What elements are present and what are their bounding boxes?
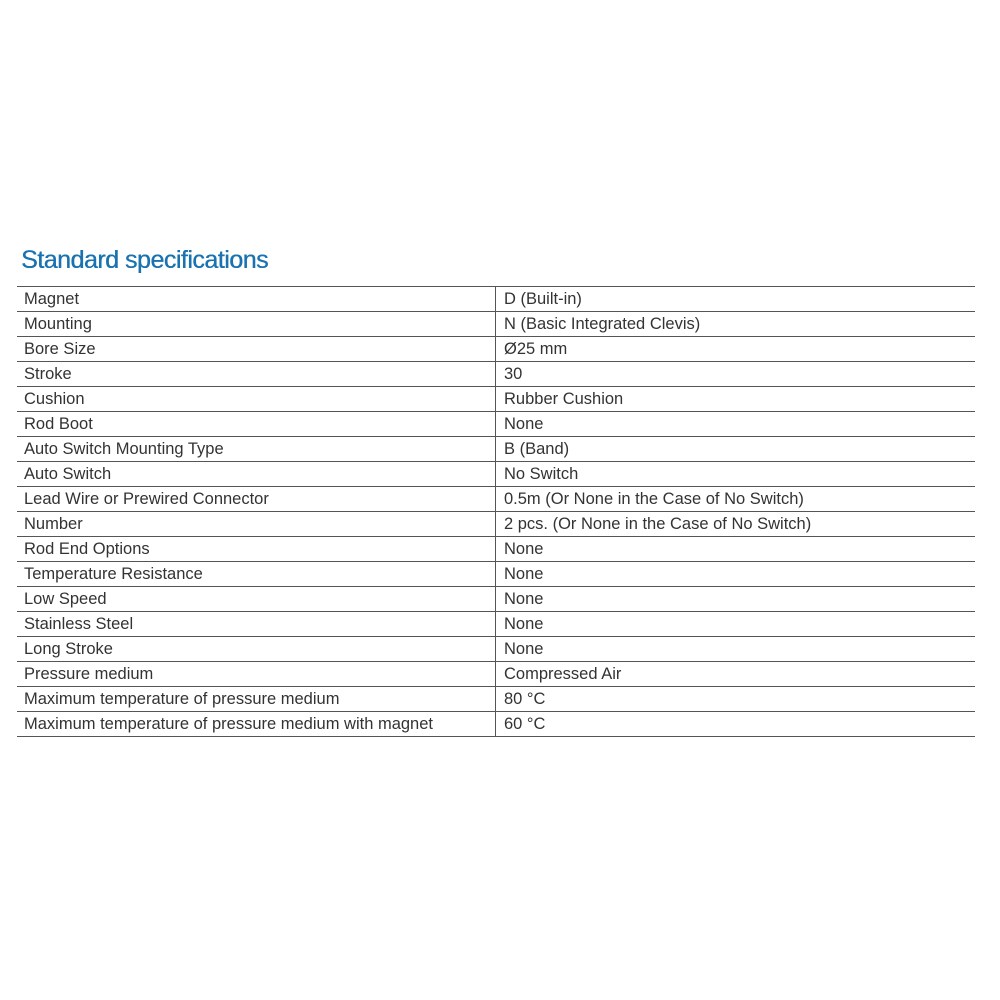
spec-key: Temperature Resistance	[17, 562, 496, 587]
spec-key: Magnet	[17, 287, 496, 312]
spec-key: Low Speed	[17, 587, 496, 612]
spec-row	[17, 612, 975, 637]
spec-row	[17, 337, 975, 362]
spec-value: None	[496, 537, 976, 562]
spec-row	[17, 562, 975, 587]
spec-value: None	[496, 612, 976, 637]
spec-key: Rod End Options	[17, 537, 496, 562]
spec-key: Rod Boot	[17, 412, 496, 437]
spec-value: 2 pcs. (Or None in the Case of No Switch)	[496, 512, 976, 537]
spec-value: None	[496, 587, 976, 612]
spec-value: 80 °C	[496, 687, 976, 712]
spec-key: Maximum temperature of pressure medium with magnet	[17, 712, 496, 737]
spec-key: Number	[17, 512, 496, 537]
spec-row	[17, 662, 975, 687]
spec-row	[17, 437, 975, 462]
spec-table	[17, 286, 975, 737]
spec-key: Stainless Steel	[17, 612, 496, 637]
spec-key: Stroke	[17, 362, 496, 387]
spec-row	[17, 462, 975, 487]
spec-value: Ø25 mm	[496, 337, 976, 362]
spec-key: Cushion	[17, 387, 496, 412]
spec-row	[17, 287, 975, 312]
spec-value: None	[496, 412, 976, 437]
spec-key: Long Stroke	[17, 637, 496, 662]
spec-row	[17, 537, 975, 562]
spec-row	[17, 412, 975, 437]
spec-row	[17, 362, 975, 387]
spec-row	[17, 512, 975, 537]
spec-row	[17, 387, 975, 412]
spec-value: D (Built-in)	[496, 287, 976, 312]
spec-key: Bore Size	[17, 337, 496, 362]
spec-value: Rubber Cushion	[496, 387, 976, 412]
spec-row	[17, 687, 975, 712]
spec-key: Auto Switch Mounting Type	[17, 437, 496, 462]
spec-key: Lead Wire or Prewired Connector	[17, 487, 496, 512]
spec-row	[17, 487, 975, 512]
spec-key: Mounting	[17, 312, 496, 337]
spec-row	[17, 312, 975, 337]
section-title: Standard specifications	[21, 246, 268, 274]
spec-value: 30	[496, 362, 976, 387]
spec-value: None	[496, 562, 976, 587]
spec-value: 60 °C	[496, 712, 976, 737]
spec-value: Compressed Air	[496, 662, 976, 687]
spec-table-body	[17, 287, 975, 737]
spec-row	[17, 712, 975, 737]
spec-value: N (Basic Integrated Clevis)	[496, 312, 976, 337]
spec-row	[17, 637, 975, 662]
spec-key: Maximum temperature of pressure medium	[17, 687, 496, 712]
spec-value: No Switch	[496, 462, 976, 487]
spec-value: None	[496, 637, 976, 662]
spec-value: 0.5m (Or None in the Case of No Switch)	[496, 487, 976, 512]
spec-row	[17, 587, 975, 612]
spec-value: B (Band)	[496, 437, 976, 462]
spec-key: Pressure medium	[17, 662, 496, 687]
spec-key: Auto Switch	[17, 462, 496, 487]
